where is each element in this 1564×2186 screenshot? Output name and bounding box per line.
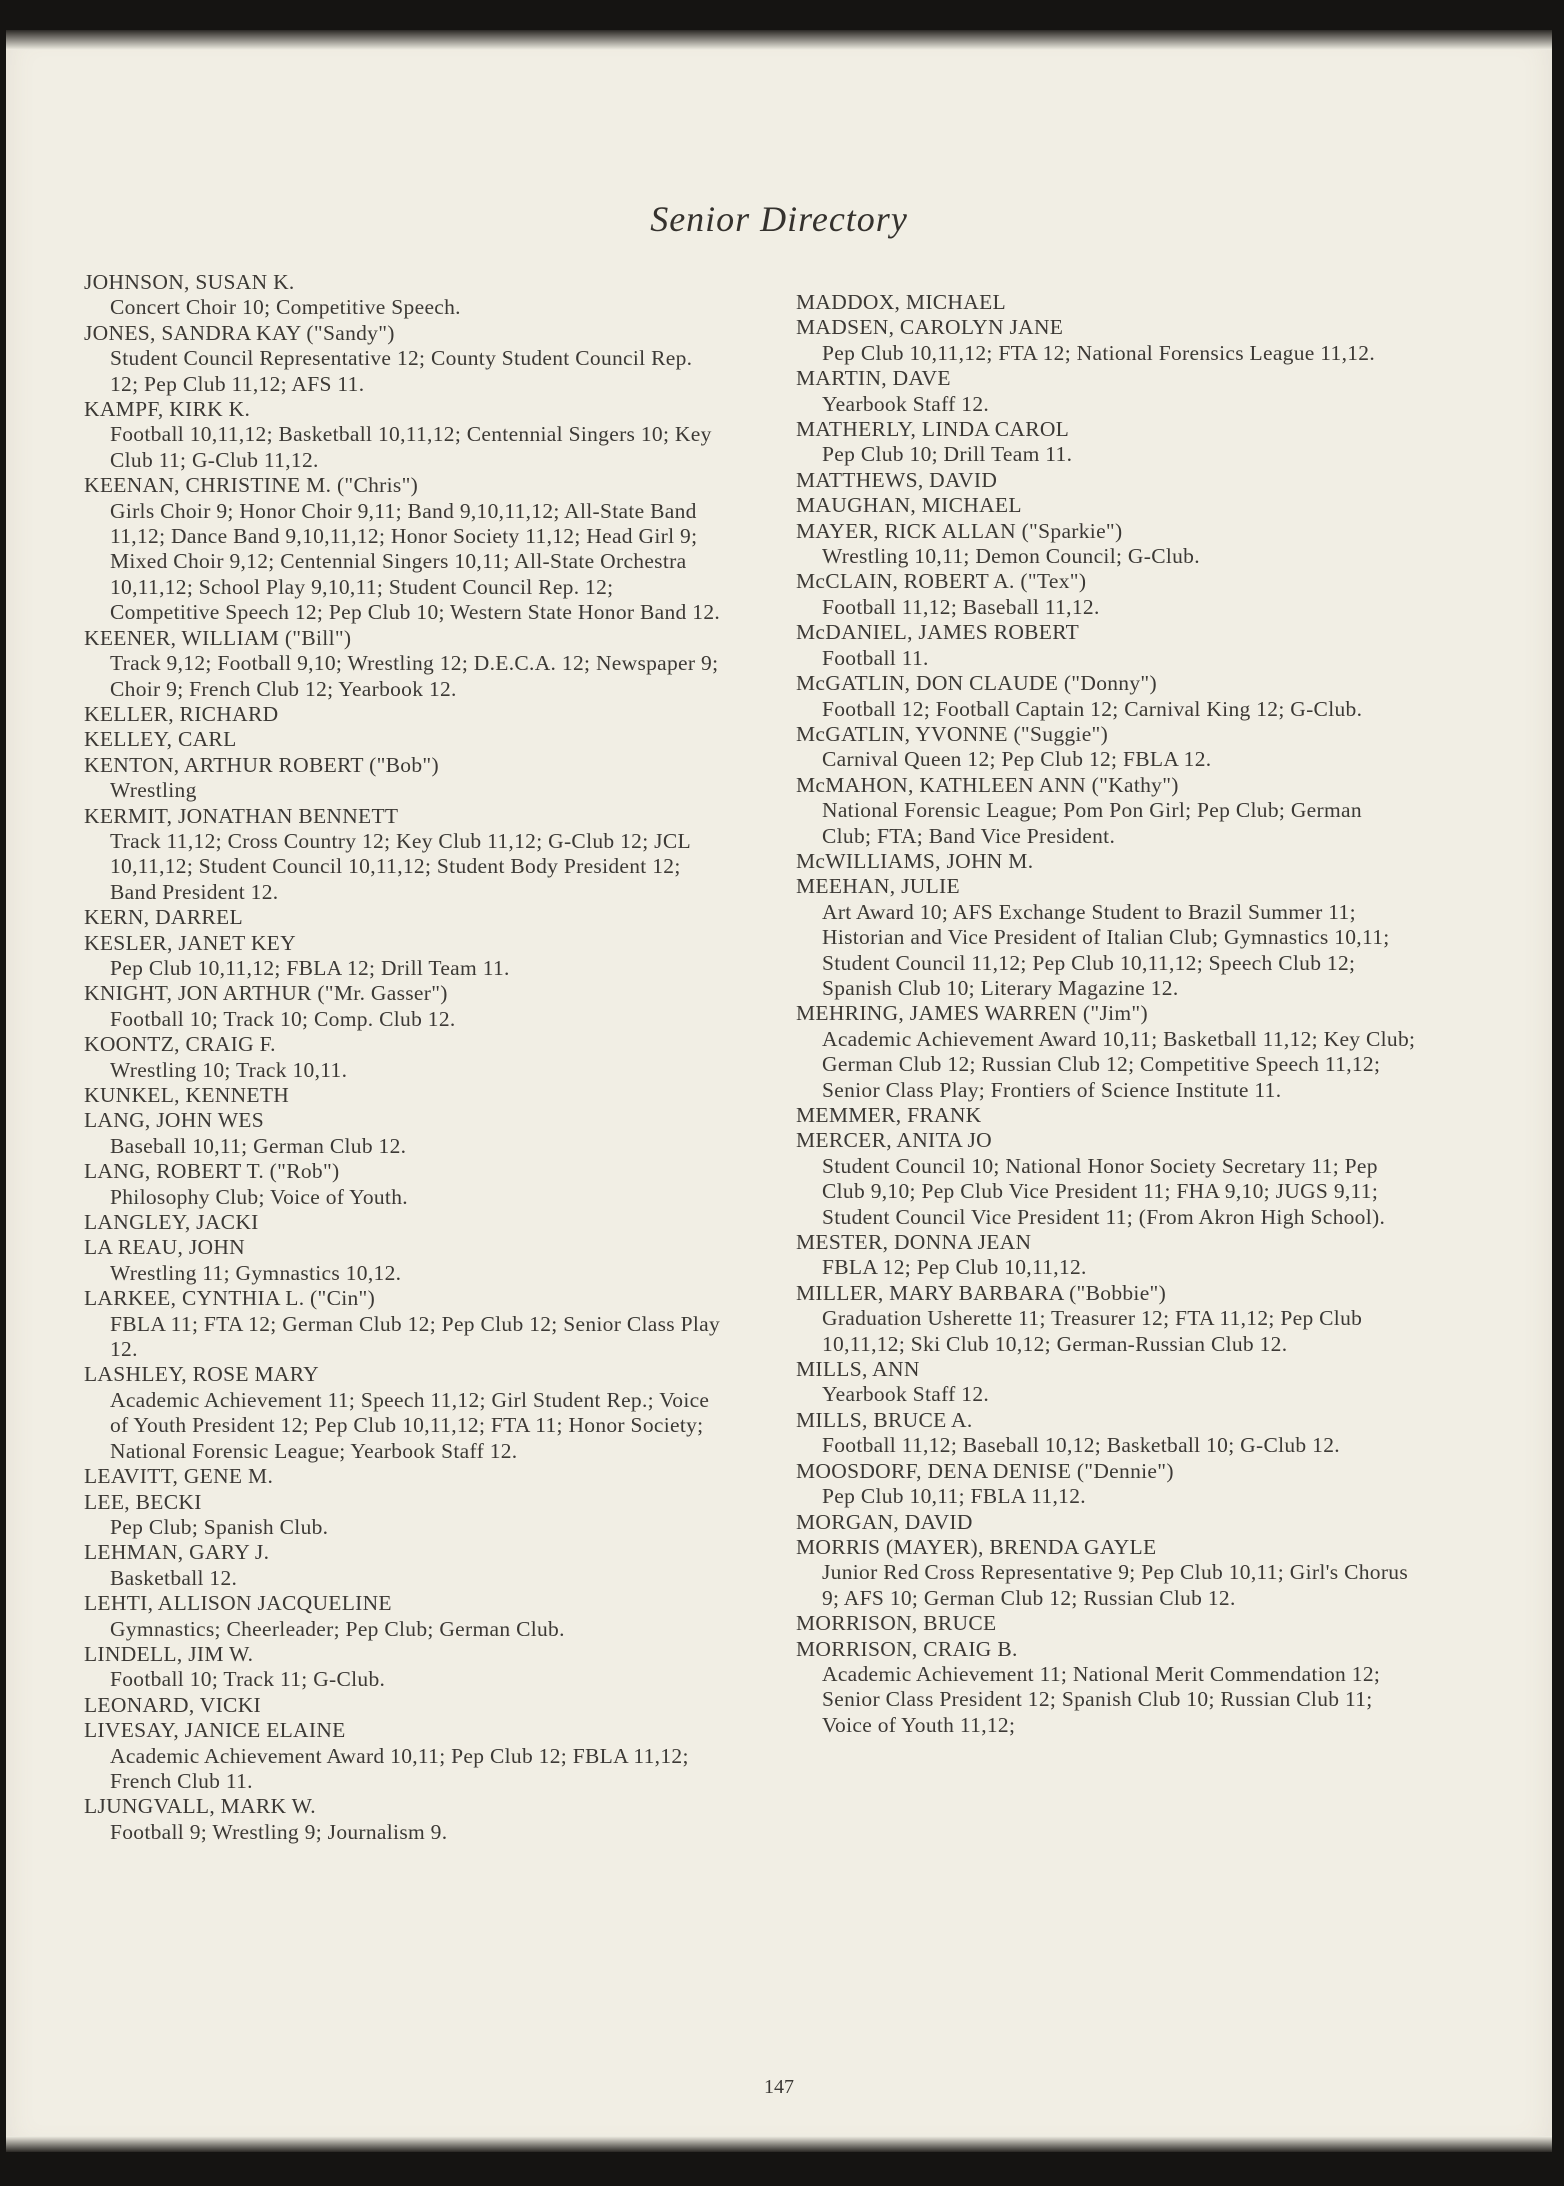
student-activities: Yearbook Staff 12. — [822, 391, 990, 416]
student-name: KERMIT, JONATHAN BENNETT — [84, 803, 399, 828]
directory-entry — [84, 1108, 724, 1159]
student-activities: Basketball 12. — [110, 1565, 238, 1590]
student-activities: FBLA 11; FTA 12; German Club 12; Pep Club 12; Senior Class Play 12. — [110, 1311, 721, 1362]
directory-entry — [84, 270, 724, 321]
directory-entry — [796, 1230, 1416, 1281]
directory-entry — [84, 1718, 724, 1794]
student-activities: National Forensic League; Pom Pon Girl; Pep Club; German Club; FTA; Band Vice President. — [822, 798, 1362, 848]
directory-entry — [796, 493, 1416, 518]
student-name: MATTHEWS, DAVID — [796, 467, 998, 492]
student-activities: FBLA 12; Pep Club 10,11,12. — [822, 1255, 1087, 1280]
student-name: McGATLIN, YVONNE ("Suggie") — [796, 721, 1109, 746]
student-name: MERCER, ANITA JO — [796, 1128, 993, 1153]
student-activities: Football 10,11,12; Basketball 10,11,12; Centennial Singers 10; Key Club 11; G-Club 11,12. — [110, 422, 712, 472]
directory-entry — [796, 1459, 1416, 1510]
student-name: MADDOX, MICHAEL — [796, 290, 1006, 314]
student-activities: Student Council Representative 12; County Student Council Rep. 12; Pep Club 11,12; AFS 11. — [110, 346, 693, 396]
student-activities: Student Council 10; National Honor Society Secretary 11; Pep Club 9,10; Pep Club Vice President 11; FHA 9,10; JUGS 9,11; Student Council Vice President 11; (From Akron High School). — [822, 1153, 1386, 1229]
directory-entry — [84, 981, 724, 1032]
student-activities: Football 10; Track 10; Comp. Club 12. — [110, 1006, 456, 1031]
student-name: LANG, JOHN WES — [84, 1108, 264, 1133]
student-name: KENTON, ARTHUR ROBERT ("Bob") — [84, 752, 439, 777]
page-title: Senior Directory — [650, 199, 908, 239]
student-name: LEHMAN, GARY J. — [84, 1540, 270, 1565]
page-bottom-edge — [6, 2136, 1552, 2152]
directory-entry — [84, 1591, 724, 1642]
directory-entry — [796, 1357, 1416, 1408]
student-name: LIVESAY, JANICE ELAINE — [84, 1718, 346, 1743]
directory-entry — [796, 290, 1416, 315]
student-activities: Wrestling 11; Gymnastics 10,12. — [110, 1260, 402, 1285]
student-name: KELLEY, CARL — [84, 727, 237, 752]
student-name: KOONTZ, CRAIG F. — [84, 1032, 276, 1057]
student-activities: Carnival Queen 12; Pep Club 12; FBLA 12. — [822, 747, 1212, 772]
student-activities: Football 11,12; Baseball 10,12; Basketball 10; G-Club 12. — [822, 1433, 1340, 1458]
student-activities: Baseball 10,11; German Club 12. — [110, 1133, 407, 1158]
student-name: MORGAN, DAVID — [796, 1509, 973, 1534]
student-activities: Graduation Usherette 11; Treasurer 12; FTA 11,12; Pep Club 10,11,12; Ski Club 10,12; German-Russian Club 12. — [822, 1306, 1363, 1356]
student-activities: Wrestling — [110, 778, 197, 803]
student-activities: Pep Club; Spanish Club. — [110, 1514, 329, 1539]
student-name: JONES, SANDRA KAY ("Sandy") — [84, 320, 395, 345]
student-name: KAMPF, KIRK K. — [84, 397, 251, 422]
directory-entry — [796, 1637, 1416, 1739]
student-name: MESTER, DONNA JEAN — [796, 1230, 1032, 1255]
student-name: McMAHON, KATHLEEN ANN ("Kathy") — [796, 772, 1179, 797]
student-activities: Football 11. — [822, 645, 929, 670]
directory-entry — [796, 849, 1416, 874]
student-activities: Pep Club 10,11,12; FBLA 12; Drill Team 11. — [110, 955, 510, 980]
student-name: MAUGHAN, MICHAEL — [796, 493, 1022, 518]
student-name: MORRISON, CRAIG B. — [796, 1636, 1018, 1661]
student-activities: Academic Achievement 11; National Merit Commendation 12; Senior Class President 12; Spanish Club 10; Russian Club 11; Voice of Youth 11,12; — [822, 1661, 1381, 1737]
student-activities: Academic Achievement Award 10,11; Basketball 11,12; Key Club; German Club 12; Russian Club 12; Competitive Speech 11,12; Senior Class Play; Frontiers of Science Institute 11. — [822, 1026, 1416, 1102]
student-name: KELLER, RICHARD — [84, 701, 279, 726]
student-name: MILLS, BRUCE A. — [796, 1407, 973, 1432]
student-activities: Pep Club 10,11; FBLA 11,12. — [822, 1484, 1086, 1509]
directory-entry — [84, 727, 724, 752]
directory-entry — [84, 702, 724, 727]
student-name: MORRISON, BRUCE — [796, 1611, 997, 1636]
page-top-edge — [6, 30, 1552, 50]
directory-entry — [84, 1083, 724, 1108]
student-name: LINDELL, JIM W. — [84, 1641, 254, 1666]
student-name: KERN, DARREL — [84, 905, 243, 930]
student-name: McGATLIN, DON CLAUDE ("Donny") — [796, 671, 1157, 696]
student-name: MEHRING, JAMES WARREN ("Jim") — [796, 1001, 1148, 1026]
student-activities: Art Award 10; AFS Exchange Student to Brazil Summer 11; Historian and Vice President of Italian Club; Gymnastics 10,11; Student Council 11,12; Pep Club 10,11,12; Speech Club 12; Spanish Club 10; Literary Magazine 12. — [822, 899, 1390, 1000]
directory-entry — [84, 397, 724, 473]
student-name: KUNKEL, KENNETH — [84, 1083, 290, 1107]
student-name: MOOSDORF, DENA DENISE ("Dennie") — [796, 1458, 1174, 1483]
directory-entry — [84, 1235, 724, 1286]
student-activities: Philosophy Club; Voice of Youth. — [110, 1184, 408, 1209]
student-activities: Football 11,12; Baseball 11,12. — [822, 594, 1100, 619]
student-name: LEHTI, ALLISON JACQUELINE — [84, 1591, 392, 1616]
student-name: MEMMER, FRANK — [796, 1103, 982, 1127]
page-number: 147 — [764, 2076, 794, 2098]
student-activities: Football 12; Football Captain 12; Carnival King 12; G-Club. — [822, 696, 1363, 721]
student-activities: Gymnastics; Cheerleader; Pep Club; German Club. — [110, 1616, 565, 1641]
student-activities: Pep Club 10; Drill Team 11. — [822, 442, 1073, 467]
student-activities: Yearbook Staff 12. — [822, 1382, 990, 1407]
student-name: MILLER, MARY BARBARA ("Bobbie") — [796, 1280, 1167, 1305]
student-activities: Concert Choir 10; Competitive Speech. — [110, 295, 461, 320]
directory-entry — [796, 569, 1416, 620]
directory-entry — [796, 1408, 1416, 1459]
student-activities: Pep Club 10,11,12; FTA 12; National Forensics League 11,12. — [822, 340, 1376, 365]
student-name: KNIGHT, JON ARTHUR ("Mr. Gasser") — [84, 981, 448, 1006]
directory-entry — [796, 519, 1416, 570]
directory-entry — [796, 1128, 1416, 1230]
directory-entry — [796, 1281, 1416, 1357]
student-activities: Wrestling 10; Track 10,11. — [110, 1057, 348, 1082]
student-name: MORRIS (MAYER), BRENDA GAYLE — [796, 1534, 1157, 1559]
directory-entry — [84, 1159, 724, 1210]
student-name: MAYER, RICK ALLAN ("Sparkie") — [796, 518, 1123, 543]
student-name: JOHNSON, SUSAN K. — [84, 270, 295, 294]
directory-entry — [796, 1001, 1416, 1103]
directory-entry — [84, 905, 724, 930]
directory-entry — [796, 1611, 1416, 1636]
directory-entry — [84, 804, 724, 906]
student-name: KEENAN, CHRISTINE M. ("Chris") — [84, 473, 419, 498]
directory-entry — [84, 1642, 724, 1693]
student-name: KEENER, WILLIAM ("Bill") — [84, 625, 352, 650]
student-name: MADSEN, CAROLYN JANE — [796, 315, 1064, 340]
directory-entry — [84, 473, 724, 625]
right-column — [796, 290, 1416, 1738]
directory-entry — [84, 1794, 724, 1845]
directory-entry — [796, 722, 1416, 773]
student-activities: Girls Choir 9; Honor Choir 9,11; Band 9,10,11,12; All-State Band 11,12; Dance Band 9,10,11,12; Honor Society 11,12; Head Girl 9; Mixed Choir 9,12; Centennial Singers 10,11; All-State Orchestra 10,11,12; School Play 9,10,11; Student Council Rep. 12; Competitive Speech 12; Pep Club 10; Western State Honor Band 12. — [110, 498, 721, 625]
directory-entry — [84, 1362, 724, 1464]
student-name: LASHLEY, ROSE MARY — [84, 1362, 319, 1387]
directory-entry — [796, 417, 1416, 468]
student-activities: Track 11,12; Cross Country 12; Key Club 11,12; G-Club 12; JCL 10,11,12; Student Council 10,11,12; Student Body President 12; Band President 12. — [110, 828, 691, 904]
directory-entry — [84, 1032, 724, 1083]
student-name: MEEHAN, JULIE — [796, 874, 960, 899]
student-name: LEE, BECKI — [84, 1489, 202, 1514]
directory-entry — [796, 366, 1416, 417]
directory-entry — [796, 773, 1416, 849]
student-name: LEONARD, VICKI — [84, 1692, 261, 1717]
yearbook-page — [6, 30, 1552, 2152]
directory-entry — [84, 1693, 724, 1718]
student-name: McCLAIN, ROBERT A. ("Tex") — [796, 569, 1087, 594]
directory-entry — [84, 753, 724, 804]
student-name: LEAVITT, GENE M. — [84, 1464, 274, 1489]
student-name: MATHERLY, LINDA CAROL — [796, 417, 1070, 442]
student-activities: Wrestling 10,11; Demon Council; G-Club. — [822, 544, 1200, 569]
student-name: LJUNGVALL, MARK W. — [84, 1794, 316, 1819]
student-name: LARKEE, CYNTHIA L. ("Cin") — [84, 1286, 376, 1311]
directory-entry — [84, 931, 724, 982]
student-activities: Track 9,12; Football 9,10; Wrestling 12; D.E.C.A. 12; Newspaper 9; Choir 9; French Club 12; Yearbook 12. — [110, 651, 719, 701]
directory-entry — [796, 1103, 1416, 1128]
student-name: McWILLIAMS, JOHN M. — [796, 848, 1034, 873]
student-name: KESLER, JANET KEY — [84, 930, 296, 955]
directory-entry — [796, 671, 1416, 722]
directory-entry — [84, 626, 724, 702]
directory-entry — [796, 1510, 1416, 1535]
student-activities: Junior Red Cross Representative 9; Pep Club 10,11; Girl's Chorus 9; AFS 10; German Club 12; Russian Club 12. — [822, 1560, 1409, 1610]
directory-entry — [796, 468, 1416, 493]
student-name: LANG, ROBERT T. ("Rob") — [84, 1159, 340, 1184]
student-name: LANGLEY, JACKI — [84, 1210, 259, 1235]
directory-entry — [796, 1535, 1416, 1611]
student-activities: Academic Achievement Award 10,11; Pep Club 12; FBLA 11,12; French Club 11. — [110, 1743, 689, 1793]
directory-entry — [84, 321, 724, 397]
directory-entry — [796, 315, 1416, 366]
directory-entry — [796, 874, 1416, 1001]
student-activities: Academic Achievement 11; Speech 11,12; Girl Student Rep.; Voice of Youth President 12; Pep Club 10,11,12; FTA 11; Honor Society; National Forensic League; Yearbook Staff 12. — [110, 1387, 710, 1463]
student-name: LA REAU, JOHN — [84, 1235, 245, 1260]
directory-entry — [84, 1540, 724, 1591]
student-name: MARTIN, DAVE — [796, 366, 951, 391]
student-name: McDANIEL, JAMES ROBERT — [796, 620, 1080, 645]
student-activities: Football 9; Wrestling 9; Journalism 9. — [110, 1819, 448, 1844]
directory-entry — [84, 1210, 724, 1235]
directory-entry — [84, 1490, 724, 1541]
directory-entry — [84, 1286, 724, 1362]
student-activities: Football 10; Track 11; G-Club. — [110, 1667, 386, 1692]
directory-entry — [796, 620, 1416, 671]
directory-entry — [84, 1464, 724, 1489]
student-name: MILLS, ANN — [796, 1357, 920, 1382]
left-column — [84, 270, 724, 1845]
